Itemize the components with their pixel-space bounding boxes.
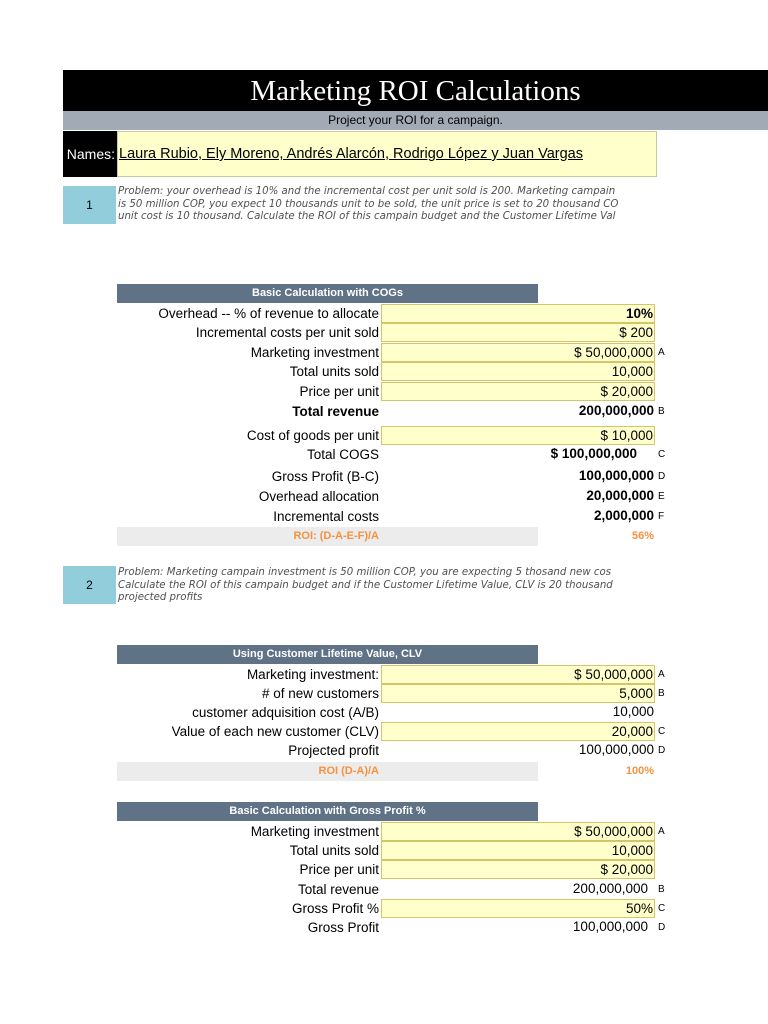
row-label: Value of each new customer (CLV) bbox=[171, 724, 379, 739]
table-row bbox=[117, 665, 665, 684]
row-marker: D bbox=[658, 471, 666, 482]
table-row bbox=[117, 362, 653, 381]
table-row bbox=[117, 860, 653, 879]
problem-1-number: 1 bbox=[63, 186, 116, 224]
roi-row bbox=[117, 762, 654, 781]
problem-1-line: Problem: your overhead is 10% and the incremental cost per unit sold is 200. Marketing campain bbox=[118, 186, 616, 197]
table-1-header: Basic Calculation with COGs bbox=[117, 284, 538, 303]
gp-marketing-investment-input-cell[interactable]: $ 50,000,000 bbox=[381, 822, 655, 841]
total-cogs-cell[interactable]: $ 100,000,000 bbox=[550, 446, 637, 461]
table-row bbox=[117, 722, 666, 741]
overhead-allocation-cell[interactable]: 20,000,000 bbox=[586, 488, 654, 503]
table-row bbox=[117, 822, 665, 841]
table-row bbox=[117, 703, 654, 722]
row-marker: A bbox=[658, 826, 665, 837]
sheet-title: Marketing ROI Calculations bbox=[63, 70, 768, 111]
row-label: Incremental costs bbox=[273, 509, 379, 524]
table-row bbox=[117, 487, 665, 506]
row-label: Incremental costs per unit sold bbox=[195, 325, 379, 340]
row-marker: C bbox=[658, 726, 666, 737]
problem-1-text bbox=[118, 186, 658, 224]
gp-units-sold-input-cell[interactable]: 10,000 bbox=[381, 841, 655, 860]
row-label: # of new customers bbox=[261, 686, 379, 701]
table-row bbox=[117, 445, 666, 464]
problem-2-number: 2 bbox=[63, 566, 116, 604]
row-label: Overhead allocation bbox=[258, 489, 379, 504]
row-label: Total units sold bbox=[289, 364, 379, 379]
table-row bbox=[117, 426, 653, 445]
row-label: Total revenue bbox=[292, 404, 379, 419]
table-row bbox=[117, 382, 653, 401]
table-row bbox=[117, 304, 653, 323]
problem-2-text bbox=[118, 567, 658, 605]
sheet-subtitle: Project your ROI for a campaign. bbox=[63, 111, 768, 130]
gp-gross-profit-cell[interactable]: 100,000,000 bbox=[572, 919, 648, 934]
overhead-input-cell[interactable]: 10% bbox=[381, 304, 655, 323]
table-row bbox=[117, 880, 665, 899]
roi-row bbox=[117, 527, 654, 546]
table-row bbox=[117, 841, 653, 860]
gross-profit-cell[interactable]: 100,000,000 bbox=[578, 468, 654, 483]
table-row bbox=[117, 918, 666, 937]
problem-1-line: unit cost is 10 thousand. Calculate the ROI of this campain budget and the Customer Lifetime Val bbox=[118, 211, 616, 222]
table-row bbox=[117, 343, 665, 362]
row-label: Marketing investment bbox=[250, 345, 379, 360]
roi-label: ROI (D-A)/A bbox=[318, 765, 379, 777]
roi-label: ROI: (D-A-E-F)/A bbox=[293, 530, 379, 542]
row-label: Overhead -- % of revenue to allocate bbox=[158, 306, 379, 321]
clv-marketing-investment-input-cell[interactable]: $ 50,000,000 bbox=[381, 665, 655, 684]
problem-1-line: is 50 million COP, you expect 10 thousands unit to be sold, the unit price is set to 20 thousand CO bbox=[118, 198, 619, 210]
row-marker: C bbox=[658, 449, 666, 460]
incremental-costs-cell[interactable]: 2,000,000 bbox=[593, 508, 654, 523]
table-row bbox=[117, 507, 665, 526]
row-marker: B bbox=[658, 406, 665, 417]
row-label: Total units sold bbox=[289, 843, 379, 858]
row-label: Marketing investment: bbox=[246, 667, 379, 682]
clv-input-cell[interactable]: 20,000 bbox=[381, 722, 655, 741]
table-row bbox=[117, 323, 653, 342]
row-marker: B bbox=[658, 688, 665, 699]
row-label: Total revenue bbox=[297, 882, 379, 897]
row-marker: C bbox=[658, 903, 666, 914]
names-input-cell[interactable]: Laura Rubio, Ely Moreno, Andrés Alarcón, Rodrigo López y Juan Vargas bbox=[117, 131, 657, 177]
problem-2-line: Problem: Marketing campain investment is 50 million COP, you are expecting 5 thosand new cos bbox=[118, 567, 612, 578]
row-marker: B bbox=[658, 884, 665, 895]
table-row bbox=[117, 899, 666, 918]
incremental-cost-input-cell[interactable]: $ 200 bbox=[381, 323, 655, 342]
row-label: Gross Profit (B-C) bbox=[271, 469, 379, 484]
problem-2-line: Calculate the ROI of this campain budget and if the Customer Lifetime Value, CLV is 20 thousand bbox=[118, 579, 613, 591]
row-marker: E bbox=[658, 491, 665, 502]
table-2-header: Using Customer Lifetime Value, CLV bbox=[117, 645, 538, 664]
row-label: Projected profit bbox=[288, 743, 379, 758]
table-row bbox=[117, 402, 665, 421]
table-3-header: Basic Calculation with Gross Profit % bbox=[117, 802, 538, 821]
roi-value-cell[interactable]: 56% bbox=[631, 530, 654, 542]
row-label: Price per unit bbox=[299, 862, 379, 877]
projected-profit-cell[interactable]: 100,000,000 bbox=[578, 742, 654, 757]
row-label: Cost of goods per unit bbox=[246, 428, 379, 443]
cost-per-unit-input-cell[interactable]: $ 10,000 bbox=[381, 426, 655, 445]
row-label: Total COGS bbox=[306, 447, 379, 462]
row-label: customer adquisition cost (A/B) bbox=[192, 705, 379, 720]
row-marker: F bbox=[658, 511, 665, 522]
gp-price-per-unit-input-cell[interactable]: $ 20,000 bbox=[381, 860, 655, 879]
row-marker: A bbox=[658, 347, 665, 358]
problem-2-line: projected profits bbox=[118, 592, 203, 603]
units-sold-input-cell[interactable]: 10,000 bbox=[381, 362, 655, 381]
table-row bbox=[117, 467, 666, 486]
table-row bbox=[117, 684, 665, 703]
marketing-investment-input-cell[interactable]: $ 50,000,000 bbox=[381, 343, 655, 362]
row-label: Marketing investment bbox=[250, 824, 379, 839]
row-label: Price per unit bbox=[299, 384, 379, 399]
acquisition-cost-cell[interactable]: 10,000 bbox=[612, 704, 654, 719]
table-row bbox=[117, 741, 666, 760]
price-per-unit-input-cell[interactable]: $ 20,000 bbox=[381, 382, 655, 401]
total-revenue-cell[interactable]: 200,000,000 bbox=[578, 403, 654, 418]
gross-profit-percent-input-cell[interactable]: 50% bbox=[381, 899, 655, 918]
row-marker: D bbox=[658, 745, 666, 756]
row-marker: A bbox=[658, 669, 665, 680]
new-customers-input-cell[interactable]: 5,000 bbox=[381, 684, 655, 703]
names-label: Names: bbox=[63, 131, 117, 177]
roi-value-cell[interactable]: 100% bbox=[625, 765, 654, 777]
row-marker: D bbox=[658, 922, 666, 933]
gp-total-revenue-cell[interactable]: 200,000,000 bbox=[572, 881, 648, 896]
row-label: Gross Profit bbox=[307, 920, 379, 935]
row-label: Gross Profit % bbox=[291, 901, 379, 916]
